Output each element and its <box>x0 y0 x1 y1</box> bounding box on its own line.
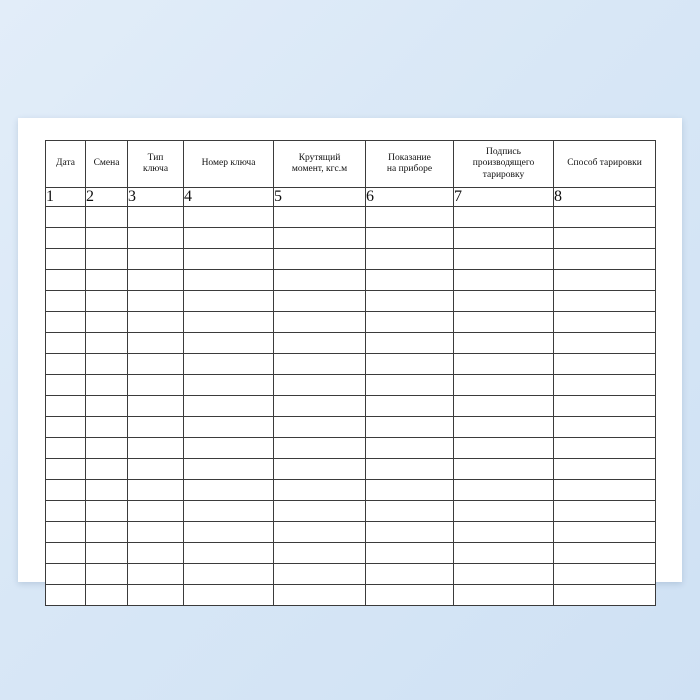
table-cell[interactable] <box>274 585 366 606</box>
table-row[interactable] <box>46 564 656 585</box>
header-line: производящего <box>472 158 535 169</box>
table-cell[interactable] <box>184 501 274 522</box>
table-cell[interactable] <box>454 249 554 270</box>
table-cell[interactable] <box>128 270 184 291</box>
table-cell[interactable] <box>86 564 128 585</box>
table-cell[interactable] <box>554 249 656 270</box>
column-number: 1 <box>46 188 86 207</box>
column-number-row <box>46 188 656 207</box>
table-cell[interactable] <box>184 417 274 438</box>
table-cell[interactable] <box>366 396 454 417</box>
table-cell[interactable] <box>554 291 656 312</box>
table-cell[interactable] <box>86 585 128 606</box>
header-line: Крутящий <box>298 152 341 163</box>
table-cell[interactable] <box>128 333 184 354</box>
table-cell[interactable] <box>366 459 454 480</box>
table-header <box>46 141 656 207</box>
table-cell[interactable] <box>46 354 86 375</box>
table-cell[interactable] <box>274 375 366 396</box>
table-cell[interactable] <box>366 228 454 249</box>
table-row[interactable] <box>46 270 656 291</box>
table-cell[interactable] <box>128 585 184 606</box>
table-cell[interactable] <box>128 312 184 333</box>
table-cell[interactable] <box>128 228 184 249</box>
table-cell[interactable] <box>86 291 128 312</box>
table-cell[interactable] <box>454 585 554 606</box>
table-cell[interactable] <box>86 480 128 501</box>
table-cell[interactable] <box>46 228 86 249</box>
table-cell[interactable] <box>86 459 128 480</box>
table-cell[interactable] <box>46 291 86 312</box>
header-line: Показание <box>388 152 431 163</box>
table-cell[interactable] <box>274 501 366 522</box>
table-cell[interactable] <box>274 564 366 585</box>
table-row[interactable] <box>46 333 656 354</box>
column-header-signature <box>454 141 554 188</box>
table-cell[interactable] <box>184 312 274 333</box>
table-row[interactable] <box>46 312 656 333</box>
column-number: 6 <box>366 188 454 207</box>
header-line: Подпись <box>486 146 521 157</box>
table-cell[interactable] <box>128 207 184 228</box>
table-cell[interactable] <box>86 417 128 438</box>
table-body <box>46 207 656 606</box>
table-cell[interactable] <box>454 228 554 249</box>
table-row[interactable] <box>46 228 656 249</box>
table-cell[interactable] <box>554 270 656 291</box>
table-cell[interactable] <box>86 207 128 228</box>
column-header-torque <box>274 141 366 188</box>
table-cell[interactable] <box>366 543 454 564</box>
table-row[interactable] <box>46 459 656 480</box>
table-cell[interactable] <box>274 459 366 480</box>
table-cell[interactable] <box>454 312 554 333</box>
column-header-key-type <box>128 141 184 188</box>
table-cell[interactable] <box>274 417 366 438</box>
table-cell[interactable] <box>128 522 184 543</box>
header-line: ключа <box>142 164 169 174</box>
table-cell[interactable] <box>184 375 274 396</box>
table-cell[interactable] <box>554 480 656 501</box>
table-cell[interactable] <box>454 543 554 564</box>
column-header-shift <box>86 141 128 188</box>
table-cell[interactable] <box>46 375 86 396</box>
column-header-method <box>554 141 656 188</box>
table-cell[interactable] <box>128 459 184 480</box>
column-header-instrument-reading <box>366 141 454 188</box>
table-cell[interactable] <box>46 417 86 438</box>
table-cell[interactable] <box>46 207 86 228</box>
table-cell[interactable] <box>184 228 274 249</box>
table-cell[interactable] <box>184 291 274 312</box>
table-cell[interactable] <box>554 522 656 543</box>
table-cell[interactable] <box>184 207 274 228</box>
table-cell[interactable] <box>366 312 454 333</box>
table-row[interactable] <box>46 438 656 459</box>
table-cell[interactable] <box>184 480 274 501</box>
table-cell[interactable] <box>184 564 274 585</box>
tarirovka-table <box>45 140 656 606</box>
table-cell[interactable] <box>554 459 656 480</box>
table-cell[interactable] <box>366 585 454 606</box>
table-cell[interactable] <box>454 270 554 291</box>
table-cell[interactable] <box>274 396 366 417</box>
table-cell[interactable] <box>366 207 454 228</box>
table-cell[interactable] <box>128 438 184 459</box>
table-cell[interactable] <box>366 501 454 522</box>
table-cell[interactable] <box>86 312 128 333</box>
column-number: 7 <box>454 188 554 207</box>
table-cell[interactable] <box>366 522 454 543</box>
table-cell[interactable] <box>554 354 656 375</box>
table-cell[interactable] <box>184 459 274 480</box>
table-row[interactable] <box>46 249 656 270</box>
table-cell[interactable] <box>86 270 128 291</box>
table-row[interactable] <box>46 354 656 375</box>
table-cell[interactable] <box>366 417 454 438</box>
table-cell[interactable] <box>128 480 184 501</box>
table-cell[interactable] <box>366 354 454 375</box>
table-cell[interactable] <box>366 249 454 270</box>
table-cell[interactable] <box>128 543 184 564</box>
table-cell[interactable] <box>554 438 656 459</box>
table-cell[interactable] <box>46 333 86 354</box>
table-cell[interactable] <box>86 543 128 564</box>
table-cell[interactable] <box>46 438 86 459</box>
table-cell[interactable] <box>86 354 128 375</box>
table-row[interactable] <box>46 543 656 564</box>
table-cell[interactable] <box>366 291 454 312</box>
table-cell[interactable] <box>366 564 454 585</box>
table-cell[interactable] <box>554 312 656 333</box>
table-cell[interactable] <box>46 564 86 585</box>
table-cell[interactable] <box>454 396 554 417</box>
table-row[interactable] <box>46 480 656 501</box>
table-cell[interactable] <box>454 333 554 354</box>
column-number: 4 <box>184 188 274 207</box>
table-cell[interactable] <box>454 354 554 375</box>
table-container <box>45 140 655 606</box>
table-cell[interactable] <box>46 312 86 333</box>
table-cell[interactable] <box>274 522 366 543</box>
table-cell[interactable] <box>128 501 184 522</box>
table-cell[interactable] <box>366 375 454 396</box>
column-number: 2 <box>86 188 128 207</box>
table-cell[interactable] <box>86 438 128 459</box>
table-cell[interactable] <box>46 543 86 564</box>
table-cell[interactable] <box>454 207 554 228</box>
table-cell[interactable] <box>554 396 656 417</box>
table-cell[interactable] <box>554 501 656 522</box>
table-cell[interactable] <box>366 438 454 459</box>
table-cell[interactable] <box>128 396 184 417</box>
table-cell[interactable] <box>46 585 86 606</box>
table-cell[interactable] <box>274 333 366 354</box>
table-cell[interactable] <box>554 375 656 396</box>
header-line: Дата <box>56 158 75 169</box>
header-line: Тип <box>147 152 164 163</box>
header-line: момент, кгс.м <box>291 164 348 174</box>
table-cell[interactable] <box>46 396 86 417</box>
table-cell[interactable] <box>274 207 366 228</box>
table-cell[interactable] <box>454 291 554 312</box>
table-cell[interactable] <box>274 543 366 564</box>
table-cell[interactable] <box>184 333 274 354</box>
header-line: Номер ключа <box>201 158 256 169</box>
table-row[interactable] <box>46 396 656 417</box>
table-row[interactable] <box>46 207 656 228</box>
column-number: 3 <box>128 188 184 207</box>
table-cell[interactable] <box>554 564 656 585</box>
table-cell[interactable] <box>46 249 86 270</box>
table-cell[interactable] <box>46 459 86 480</box>
table-cell[interactable] <box>274 249 366 270</box>
table-cell[interactable] <box>86 228 128 249</box>
table-cell[interactable] <box>184 396 274 417</box>
table-cell[interactable] <box>274 438 366 459</box>
table-row[interactable] <box>46 291 656 312</box>
table-cell[interactable] <box>184 522 274 543</box>
table-cell[interactable] <box>46 501 86 522</box>
column-number: 8 <box>554 188 656 207</box>
column-header-date <box>46 141 86 188</box>
header-line: Смена <box>93 158 120 169</box>
table-cell[interactable] <box>86 375 128 396</box>
table-cell[interactable] <box>454 480 554 501</box>
table-cell[interactable] <box>274 270 366 291</box>
table-cell[interactable] <box>554 228 656 249</box>
table-cell[interactable] <box>46 522 86 543</box>
table-cell[interactable] <box>554 207 656 228</box>
table-cell[interactable] <box>184 543 274 564</box>
table-row[interactable] <box>46 585 656 606</box>
table-cell[interactable] <box>128 354 184 375</box>
paper-sheet <box>18 118 682 582</box>
table-cell[interactable] <box>86 522 128 543</box>
table-row[interactable] <box>46 375 656 396</box>
table-cell[interactable] <box>46 270 86 291</box>
table-cell[interactable] <box>128 249 184 270</box>
header-line: на приборе <box>386 164 433 174</box>
table-cell[interactable] <box>128 564 184 585</box>
table-cell[interactable] <box>454 438 554 459</box>
header-line: Способ тарировки <box>567 158 642 169</box>
table-cell[interactable] <box>554 585 656 606</box>
table-row[interactable] <box>46 522 656 543</box>
table-cell[interactable] <box>184 438 274 459</box>
table-cell[interactable] <box>554 417 656 438</box>
table-cell[interactable] <box>554 543 656 564</box>
table-cell[interactable] <box>454 417 554 438</box>
table-cell[interactable] <box>86 501 128 522</box>
table-row[interactable] <box>46 501 656 522</box>
table-cell[interactable] <box>366 480 454 501</box>
table-cell[interactable] <box>274 291 366 312</box>
table-cell[interactable] <box>86 333 128 354</box>
table-cell[interactable] <box>184 249 274 270</box>
column-header-key-number <box>184 141 274 188</box>
table-cell[interactable] <box>86 396 128 417</box>
table-cell[interactable] <box>128 417 184 438</box>
table-row[interactable] <box>46 417 656 438</box>
table-cell[interactable] <box>184 354 274 375</box>
table-cell[interactable] <box>128 375 184 396</box>
table-cell[interactable] <box>46 480 86 501</box>
header-line: тарировку <box>482 169 525 180</box>
table-cell[interactable] <box>274 354 366 375</box>
header-row <box>46 141 656 188</box>
table-cell[interactable] <box>454 375 554 396</box>
table-cell[interactable] <box>454 501 554 522</box>
table-cell[interactable] <box>454 459 554 480</box>
table-cell[interactable] <box>274 228 366 249</box>
table-cell[interactable] <box>274 312 366 333</box>
table-cell[interactable] <box>454 564 554 585</box>
table-cell[interactable] <box>554 333 656 354</box>
table-cell[interactable] <box>366 270 454 291</box>
table-cell[interactable] <box>128 291 184 312</box>
table-cell[interactable] <box>274 480 366 501</box>
table-cell[interactable] <box>184 270 274 291</box>
table-cell[interactable] <box>366 333 454 354</box>
column-number: 5 <box>274 188 366 207</box>
table-cell[interactable] <box>454 522 554 543</box>
table-cell[interactable] <box>86 249 128 270</box>
table-cell[interactable] <box>184 585 274 606</box>
